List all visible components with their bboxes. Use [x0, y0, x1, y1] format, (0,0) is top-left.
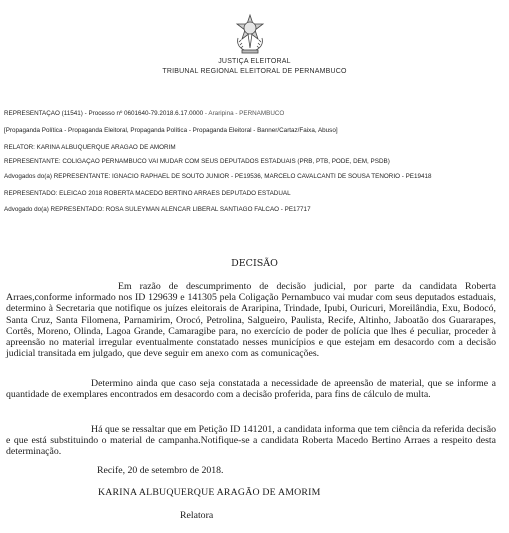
- decision-paragraph-3: Há que se ressaltar que em Petição ID 141201, a candidata informa que tem ciência da referida decisão e que está substituindo o material de campanha.Notifique-se a candidata Roberta Macedo Bertino Arraes a respeito desta determinação.: [6, 424, 496, 458]
- signatory-name: KARINA ALBUQUERQUE ARAGÃO DE AMORIM: [98, 487, 321, 498]
- decision-paragraph-2: Determino ainda que caso seja constatada a necessidade de apreensão de material, que se informe a quantidade de exemplares encontrados em desacordo com a decisão proferida, para fins de cálculo de multa.: [6, 378, 496, 401]
- advogado-representado-line: Advogado do(a) REPRESENTADO: ROSA SULEYMAN ALENCAR LIBERAL SANTIAGO FALCAO - PE17717: [4, 206, 311, 213]
- advogados-representante-line: Advogados do(a) REPRESENTANTE: IGNACIO RAPHAEL DE SOUTO JUNIOR - PE19536, MARCELO CAVALCANTI DE SOUSA TENORIO - PE19418: [4, 173, 432, 180]
- decision-paragraph-1: Em razão de descumprimento de decisão judicial, por parte da candidata Roberta Arraes,conforme informado nos ID 129639 e 141305 pela Coligação Pernambuco vai mudar com seus deputados estaduais, determino à Secretaria que notifique os juízes eleitorais de Araripina, Trindade, Ipubi, Ouricuri, Moreilândia, Exu, Bodocó, Santa Cruz, Santa Filomena, Parnamirim, Orocó, Petrolina, Salgueiro, Paulista, Recife, Altinho, Jaboatão dos Guararapes, Cortês, Moreno, Olinda, Lagoa Grande, Camaragibe para, no exercício de poder de polícia que lhes é peculiar, proceder à apreensão no material irregular eventualmente constatado nesses municípios e que estejam em desacordo com a decisão judicial transitada em julgado, que deve seguir em anexo com as comunicações.: [6, 281, 496, 360]
- decision-date: Recife, 20 de setembro de 2018.: [97, 465, 224, 476]
- process-location: - Araripina - PERNAMBUCO: [203, 110, 285, 117]
- court-name-line1: JUSTIÇA ELEITORAL: [218, 58, 291, 65]
- process-number: REPRESENTAÇÃO (11541) - Processo nº 0601640-79.2018.6.17.0000: [4, 110, 204, 117]
- process-line: [4, 110, 505, 118]
- representante-line: REPRESENTANTE: COLIGAÇÃO PERNAMBUCO VAI MUDAR COM SEUS DEPUTADOS ESTADUAIS (PRB, PTB, PODE, DEM, PSDB): [4, 158, 390, 165]
- relator-line: RELATOR: KARINA ALBUQUERQUE ARAGAO DE AMORIM: [4, 144, 176, 151]
- court-name-line2: TRIBUNAL REGIONAL ELEITORAL DE PERNAMBUCO: [162, 68, 347, 75]
- signatory-role: Relatora: [180, 510, 214, 521]
- representado-line: REPRESENTADO: ELEICAO 2018 ROBERTA MACEDO BERTINO ARRAES DEPUTADO ESTADUAL: [4, 190, 291, 197]
- decision-title: DECISÃO: [231, 258, 278, 269]
- subjects-line: [Propaganda Política - Propaganda Eleitoral, Propaganda Política - Propaganda Eleitoral - Banner/Cartaz/Faixa, Abuso]: [4, 127, 338, 134]
- brazil-coat-of-arms-icon: [232, 12, 268, 56]
